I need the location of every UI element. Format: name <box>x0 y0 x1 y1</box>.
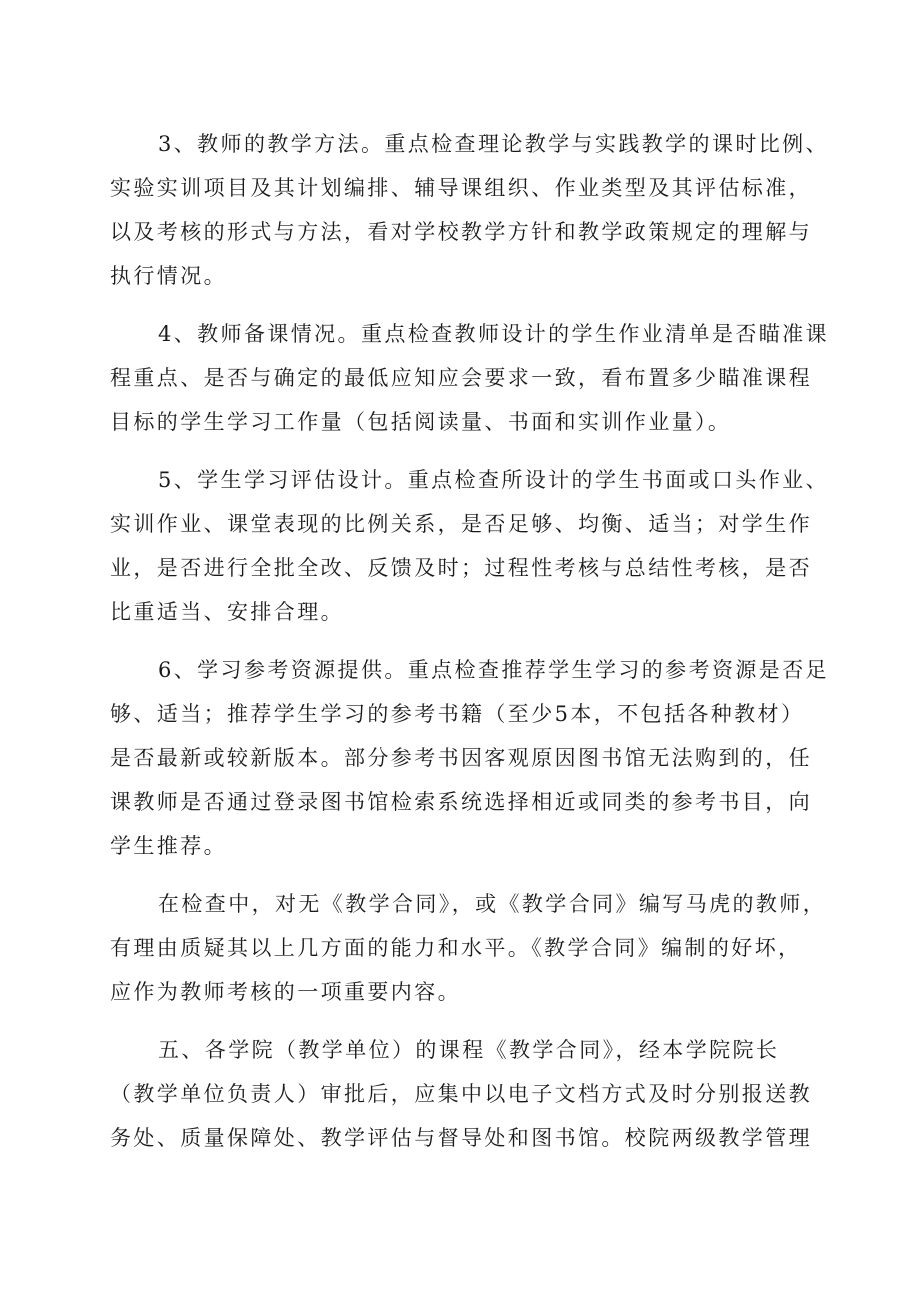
paragraph-6-line-2: （教学单位负责人）审批后，应集中以电子文档方式及时分别报送教 <box>110 1082 812 1106</box>
paragraph-2-line-1: 4、教师备课情况。重点检查教师设计的学生作业清单是否瞄准课 <box>158 322 829 346</box>
paragraph-5-line-1: 在检查中，对无《教学合同》，或《教学合同》编写马虎的教师， <box>158 892 827 916</box>
paragraph-6-line-1: 五、各学院（教学单位）的课程《教学合同》，经本学院院长 <box>158 1038 780 1062</box>
paragraph-4-line-1: 6、学习参考资源提供。重点检查推荐学生学习的参考资源是否足 <box>158 658 829 682</box>
paragraph-1-line-4: 执行情况。 <box>110 264 227 288</box>
paragraph-4-line-2: 够、适当；推荐学生学习的参考书籍（至少5本，不包括各种教材） <box>110 702 805 726</box>
paragraph-3-line-1: 5、学生学习评估设计。重点检查所设计的学生书面或口头作业、 <box>158 468 829 492</box>
paragraph-6-line-3: 务处、质量保障处、教学评估与督导处和图书馆。校院两级教学管理 <box>110 1126 812 1150</box>
paragraph-5-line-3: 应作为教师考核的一项重要内容。 <box>110 980 461 1004</box>
paragraph-1-line-3: 以及考核的形式与方法，看对学校教学方针和教学政策规定的理解与 <box>110 220 812 244</box>
document-body <box>110 122 829 1160</box>
paragraph-3-line-4: 比重适当、安排合理。 <box>110 600 344 624</box>
paragraph-3-line-3: 业，是否进行全批全改、反馈及时；过程性考核与总结性考核，是否 <box>110 556 812 580</box>
paragraph-4-line-4: 课教师是否通过登录图书馆检索系统选择相近或同类的参考书目，向 <box>110 790 812 814</box>
paragraph-4-line-5: 学生推荐。 <box>110 834 227 858</box>
paragraph-2-line-2: 程重点、是否与确定的最低应知应会要求一致，看布置多少瞄准课程 <box>110 366 812 390</box>
paragraph-2-line-3: 目标的学生学习工作量（包括阅读量、书面和实训作业量）。 <box>110 410 732 434</box>
paragraph-1-line-1: 3、教师的教学方法。重点检查理论教学与实践教学的课时比例、 <box>158 132 829 156</box>
paragraph-3-line-2: 实训作业、课堂表现的比例关系，是否足够、均衡、适当；对学生作 <box>110 512 812 536</box>
paragraph-4-line-3: 是否最新或较新版本。部分参考书因客观原因图书馆无法购到的，任 <box>110 746 812 770</box>
paragraph-1-line-2: 实验实训项目及其计划编排、辅导课组织、作业类型及其评估标准， <box>110 176 812 200</box>
paragraph-5-line-2: 有理由质疑其以上几方面的能力和水平。《教学合同》编制的好坏， <box>110 936 802 960</box>
